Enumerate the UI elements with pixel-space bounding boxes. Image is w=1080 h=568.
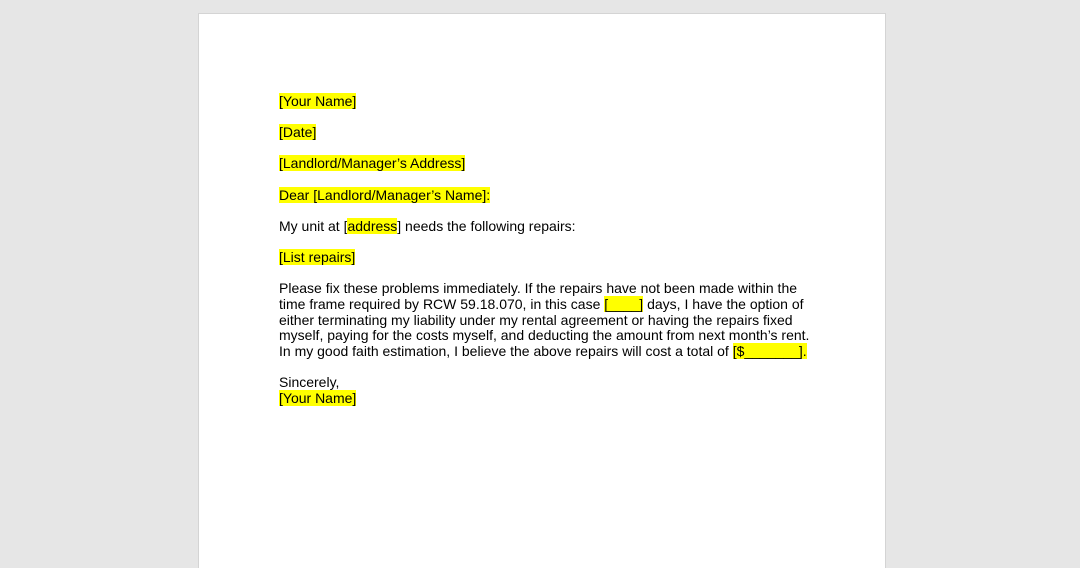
- paragraph-line-2-suffix: days, I have the option of: [643, 295, 804, 312]
- paragraph-line-3: either terminating my liability under my rental agreement or having the repairs fixed: [279, 311, 793, 328]
- landlord-address-line: [279, 156, 819, 172]
- salutation-placeholder: Dear [Landlord/Manager’s Name]:: [279, 186, 491, 203]
- paragraph-line-5: [279, 344, 819, 360]
- paragraph-line-4: myself, paying for the costs myself, and deducting the amount from next month’s rent.: [279, 327, 810, 344]
- letter-body: [279, 94, 819, 407]
- signature-name-placeholder: [Your Name]: [279, 389, 357, 406]
- list-repairs-placeholder: [List repairs]: [279, 249, 356, 266]
- paragraph-line-2: [279, 297, 819, 313]
- signature-line: [279, 391, 819, 407]
- paragraph-line-1: Please fix these problems immediately. If the repairs have not been made within the: [279, 280, 798, 297]
- list-repairs-line: [279, 250, 819, 266]
- repair-paragraph: [279, 281, 819, 360]
- unit-line-suffix: ] needs the following repairs:: [397, 217, 576, 234]
- paragraph-line-2-prefix: time frame required by RCW 59.18.070, in this case: [279, 295, 605, 312]
- paragraph-line-5-prefix: In my good faith estimation, I believe the above repairs will cost a total of: [279, 343, 733, 360]
- cost-period: .: [802, 343, 807, 360]
- sender-name-placeholder: [Your Name]: [279, 93, 357, 109]
- days-placeholder: [____]: [604, 295, 644, 312]
- unit-line-prefix: My unit at [: [279, 217, 348, 234]
- sender-name-line: [279, 94, 819, 110]
- salutation-line: [279, 188, 819, 204]
- closing-line: Sincerely,: [279, 374, 340, 391]
- landlord-address-placeholder: [Landlord/Manager’s Address]: [279, 155, 466, 172]
- unit-line: [279, 219, 819, 235]
- cost-placeholder: [$_______]: [732, 343, 803, 360]
- address-placeholder: address: [347, 217, 398, 234]
- document-page: [198, 13, 886, 568]
- date-line: [279, 125, 819, 141]
- date-placeholder: [Date]: [279, 124, 317, 141]
